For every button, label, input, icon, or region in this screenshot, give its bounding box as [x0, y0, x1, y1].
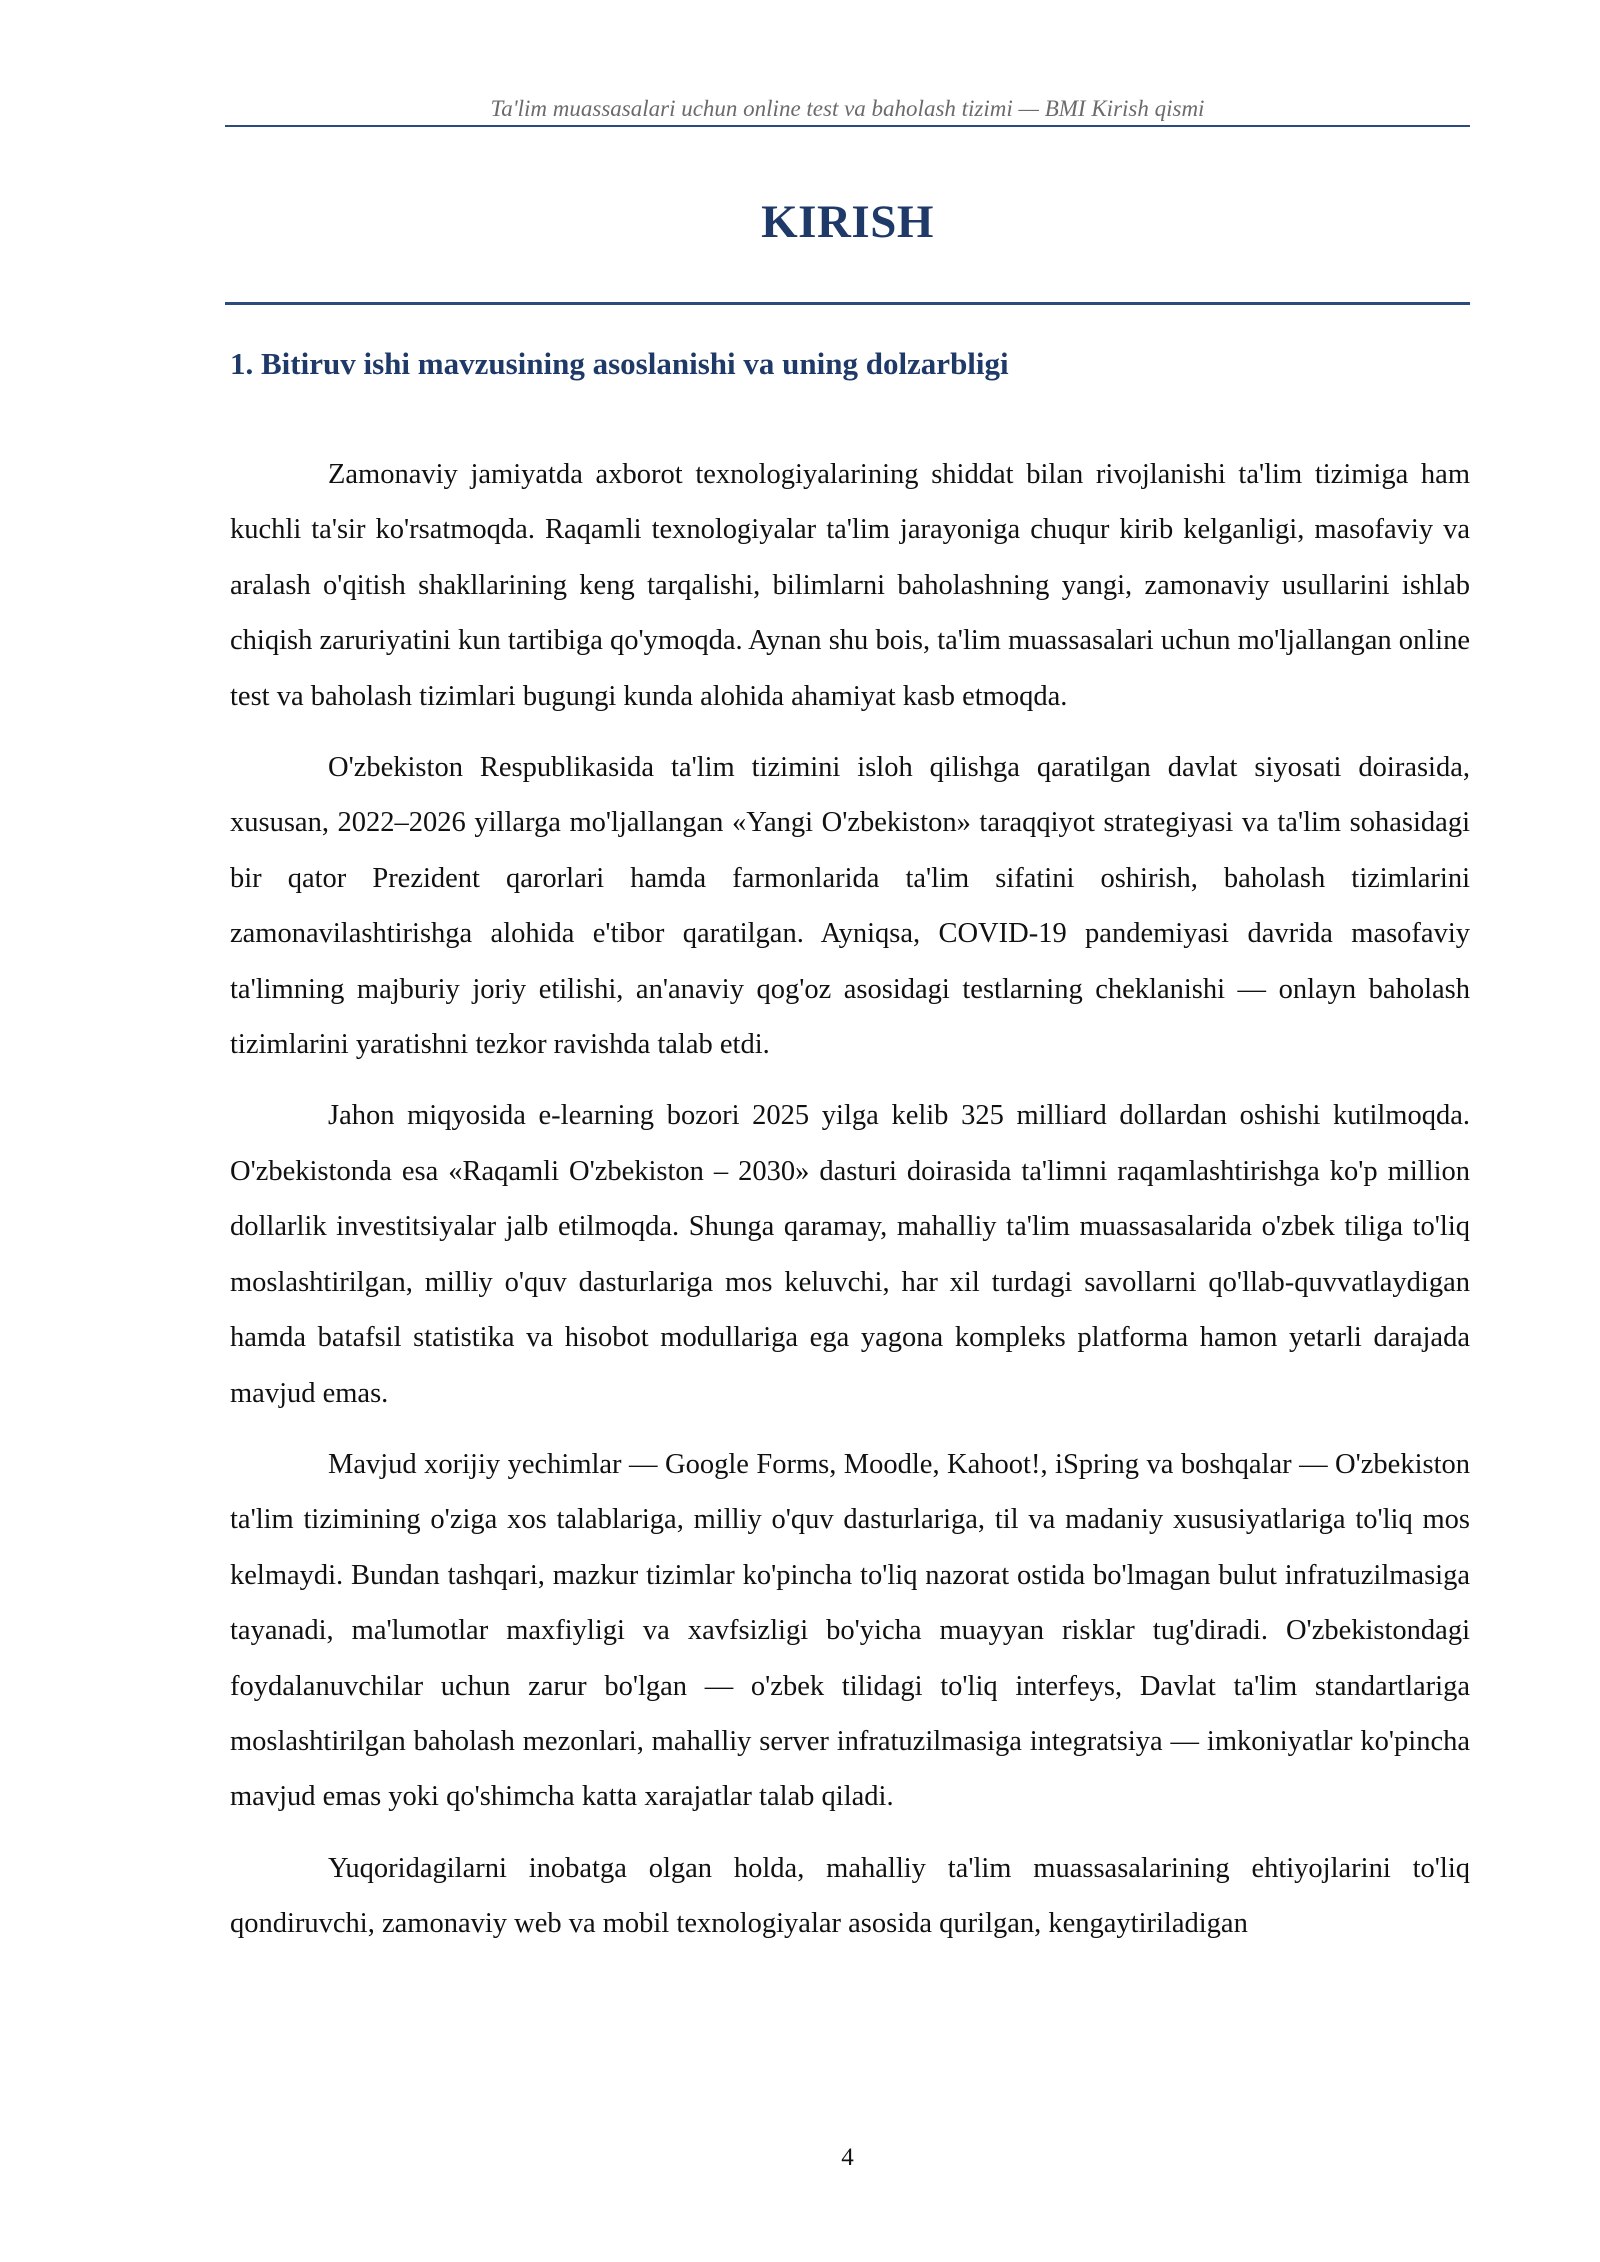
section-heading: 1. Bitiruv ishi mavzusining asoslanishi va uning dolzarbligi [230, 346, 1009, 381]
chapter-title: KIRISH [761, 196, 934, 248]
body-text [230, 447, 1470, 1968]
title-divider [225, 302, 1470, 305]
paragraph: Jahon miqyosida e-learning bozori 2025 yilga kelib 325 milliard dollardan oshishi kutilmoqda. O'zbekistonda esa «Raqamli O'zbekiston – 2030» dasturi doirasida ta'limni raqamlashtirishga ko'p million dollarlik investitsiyalar jalb etilmoqda. Shunga qaramay, mahalliy ta'lim muassasalarida o'zbek tiliga to'liq moslashtirilgan, milliy o'quv dasturlariga mos keluvchi, har xil turdagi savollarni qo'llab-quvvatlaydigan hamda batafsil statistika va hisobot modullariga ega yagona kompleks platforma hamon yetarli darajada mavjud emas. [230, 1100, 1470, 1409]
page-number: 4 [841, 2144, 854, 2171]
paragraph: O'zbekiston Respublikasida ta'lim tizimini isloh qilishga qaratilgan davlat siyosati doirasida, xususan, 2022–2026 yillarga mo'ljallangan «Yangi O'zbekiston» taraqqiyot strategiyasi va ta'lim sohasidagi bir qator Prezident qarorlari hamda farmonlarida ta'lim sifatini oshirish, baholash tizimlarini zamonavilashtirishga alohida e'tibor qaratilgan. Ayniqsa, COVID-19 pandemiyasi davrida masofaviy ta'limning majburiy joriy etilishi, an'anaviy qog'oz asosidagi testlarning cheklanishi — onlayn baholash tizimlarini yaratishni tezkor ravishda talab etdi. [230, 752, 1470, 1061]
paragraph: Yuqoridagilarni inobatga olgan holda, mahalliy ta'lim muassasalarining ehtiyojlarini to'liq qondiruvchi, zamonaviy web va mobil texnologiyalar asosida qurilgan, kengaytiriladigan [230, 1852, 1470, 1940]
running-header: Ta'lim muassasalari uchun online test va baholash tizimi — BMI Kirish qismi [490, 96, 1205, 121]
paragraph: Mavjud xorijiy yechimlar — Google Forms, Moodle, Kahoot!, iSpring va boshqalar — O'zbekiston ta'lim tizimining o'ziga xos talablariga, milliy o'quv dasturlariga, til va madaniy xususiyatlariga to'liq mos kelmaydi. Bundan tashqari, mazkur tizimlar ko'pincha to'liq nazorat ostida bo'lmagan bulut infratuzilmasiga tayanadi, ma'lumotlar maxfiyligi va xavfsizligi bo'yicha muayyan risklar tug'diradi. O'zbekistondagi foydalanuvchilar uchun zarur bo'lgan — o'zbek tilidagi to'liq interfeys, Davlat ta'lim standartlariga moslashtirilgan baholash mezonlari, mahalliy server infratuzilmasiga integratsiya — imkoniyatlar ko'pincha mavjud emas yoki qo'shimcha katta xarajatlar talab qiladi. [230, 1448, 1470, 1813]
paragraph: Zamonaviy jamiyatda axborot texnologiyalarining shiddat bilan rivojlanishi ta'lim tizimiga ham kuchli ta'sir ko'rsatmoqda. Raqamli texnologiyalar ta'lim jarayoniga chuqur kirib kelganligi, masofaviy va aralash o'qitish shakllarining keng tarqalishi, bilimlarni baholashning yangi, zamonaviy usullarini ishlab chiqish zaruriyatini kun tartibiga qo'ymoqda. Aynan shu bois, ta'lim muassasalari uchun mo'ljallangan online test va baholash tizimlari bugungi kunda alohida ahamiyat kasb etmoqda. [230, 459, 1470, 712]
header-divider [225, 125, 1470, 127]
